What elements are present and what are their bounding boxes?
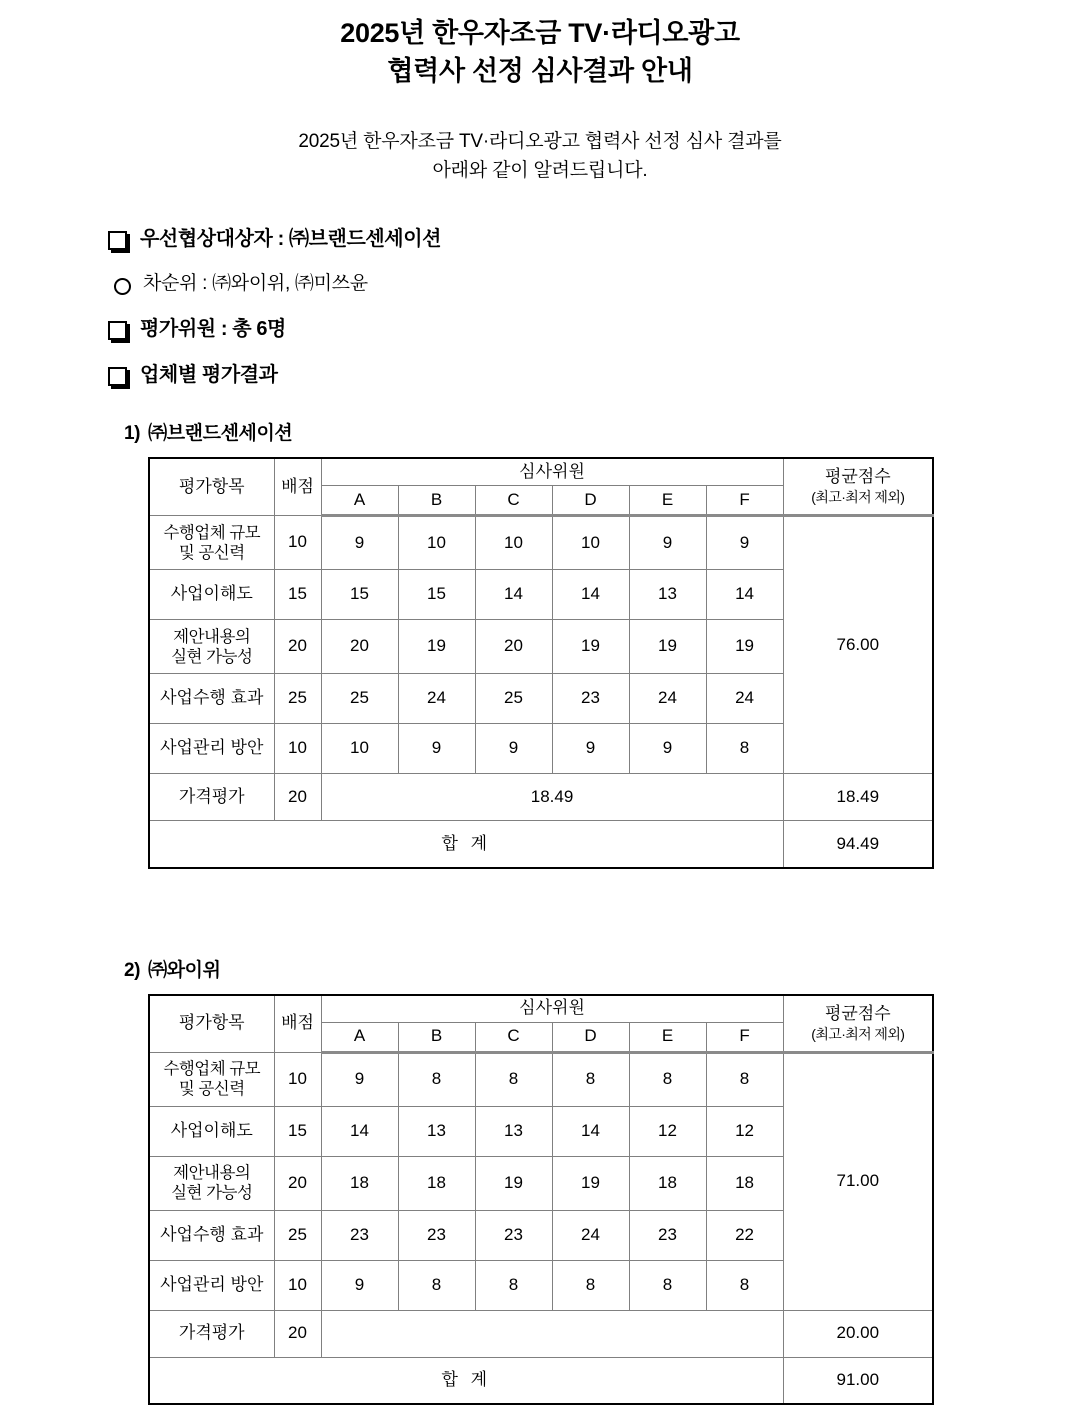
score-cell: 9 — [552, 724, 629, 774]
table-row-total — [149, 821, 933, 868]
score-cell: 13 — [475, 1106, 552, 1156]
criterion-name-2-line1: 제안내용의 — [173, 627, 251, 646]
score-cell: 12 — [706, 1106, 783, 1156]
company-heading-2 — [0, 955, 1080, 982]
price-average: 18.49 — [783, 774, 933, 821]
score-cell: 10 — [552, 516, 629, 570]
score-cell: 24 — [706, 674, 783, 724]
score-cell: 23 — [398, 1210, 475, 1260]
header-judge-d: D — [552, 486, 629, 516]
price-label: 가격평가 — [149, 774, 274, 821]
lead-paragraph — [0, 127, 1080, 186]
score-cell: 19 — [475, 1156, 552, 1210]
score-table-1-head — [149, 458, 933, 516]
criterion-name-2 — [149, 1156, 274, 1210]
criterion-points-1: 15 — [274, 1106, 321, 1156]
score-cell: 18 — [321, 1156, 398, 1210]
section-item-priority-negotiator — [108, 226, 1080, 252]
company-heading-1 — [0, 418, 1080, 445]
total-score-1: 94.49 — [783, 821, 933, 868]
criterion-points-4: 10 — [274, 724, 321, 774]
criterion-name-1: 사업이해도 — [149, 570, 274, 620]
table-row-price — [149, 774, 933, 821]
header-judge-a: A — [321, 1022, 398, 1052]
score-cell: 8 — [706, 724, 783, 774]
criterion-name-0-line2: 및 공신력 — [178, 1080, 245, 1099]
score-cell: 14 — [706, 570, 783, 620]
score-cell: 8 — [629, 1052, 706, 1106]
header-points: 배점 — [274, 458, 321, 516]
criterion-name-0-line2: 및 공신력 — [178, 543, 245, 562]
score-cell: 25 — [321, 674, 398, 724]
table-row-total — [149, 1357, 933, 1404]
criterion-points-2: 20 — [274, 620, 321, 674]
score-cell: 19 — [552, 1156, 629, 1210]
score-cell: 18 — [629, 1156, 706, 1210]
section-label-runner-up: 차순위 : ㈜와이위, ㈜미쓰윤 — [143, 272, 368, 294]
score-cell: 23 — [552, 674, 629, 724]
score-cell: 23 — [321, 1210, 398, 1260]
score-cell: 10 — [321, 724, 398, 774]
table-header-row-top — [149, 995, 933, 1023]
company-number-1: 1) — [124, 423, 141, 445]
section-item-runner-up — [108, 272, 1080, 297]
header-item: 평가항목 — [149, 995, 274, 1053]
price-label: 가격평가 — [149, 1310, 274, 1357]
header-average-sub: (최고·최저 제외) — [811, 1025, 905, 1042]
score-cell: 8 — [629, 1260, 706, 1310]
criterion-points-0: 10 — [274, 1052, 321, 1106]
criterion-name-2 — [149, 620, 274, 674]
score-cell: 9 — [321, 516, 398, 570]
total-label: 합 계 — [149, 1357, 783, 1404]
table-header-row-top — [149, 458, 933, 486]
header-points: 배점 — [274, 995, 321, 1053]
score-cell: 10 — [475, 516, 552, 570]
header-judge-c: C — [475, 1022, 552, 1052]
header-judge-b: B — [398, 486, 475, 516]
section-list — [0, 226, 1080, 389]
score-cell: 8 — [398, 1052, 475, 1106]
score-cell: 9 — [629, 516, 706, 570]
score-cell: 14 — [552, 1106, 629, 1156]
header-judge-f: F — [706, 1022, 783, 1052]
score-cell: 9 — [629, 724, 706, 774]
score-cell: 23 — [475, 1210, 552, 1260]
price-average: 20.00 — [783, 1310, 933, 1357]
criterion-name-3: 사업수행 효과 — [149, 674, 274, 724]
score-cell: 19 — [706, 620, 783, 674]
header-judge-a: A — [321, 486, 398, 516]
score-table-2 — [148, 994, 934, 1405]
score-cell: 24 — [398, 674, 475, 724]
score-cell: 24 — [629, 674, 706, 724]
score-cell: 15 — [398, 570, 475, 620]
table-row — [149, 516, 933, 570]
criterion-name-4: 사업관리 방안 — [149, 1260, 274, 1310]
total-score-2: 91.00 — [783, 1357, 933, 1404]
score-cell: 10 — [398, 516, 475, 570]
criterion-name-3: 사업수행 효과 — [149, 1210, 274, 1260]
criterion-name-0-line1: 수행업체 규모 — [163, 1060, 261, 1079]
score-cell: 14 — [475, 570, 552, 620]
score-cell: 9 — [398, 724, 475, 774]
score-cell: 19 — [629, 620, 706, 674]
table-row — [149, 1052, 933, 1106]
score-cell: 8 — [706, 1260, 783, 1310]
score-cell: 25 — [475, 674, 552, 724]
square-bullet-icon — [108, 321, 127, 340]
section-label-results-by-company: 업체별 평가결과 — [140, 364, 278, 387]
lead-line-1: 2025년 한우자조금 TV·라디오광고 협력사 선정 심사 결과를 — [298, 130, 782, 152]
header-judge-e: E — [629, 1022, 706, 1052]
score-cell: 20 — [475, 620, 552, 674]
criterion-name-2-line2: 실현 가능성 — [171, 1184, 253, 1203]
average-score-1: 76.00 — [783, 516, 933, 774]
score-cell: 9 — [706, 516, 783, 570]
header-average-main: 평균점수 — [824, 467, 891, 487]
criterion-name-0 — [149, 516, 274, 570]
score-cell: 8 — [552, 1260, 629, 1310]
section-label-priority-negotiator: 우선협상대상자 : ㈜브랜드센세이션 — [140, 227, 442, 250]
criterion-points-2: 20 — [274, 1156, 321, 1210]
score-cell: 9 — [321, 1052, 398, 1106]
square-bullet-icon — [108, 231, 127, 250]
header-item: 평가항목 — [149, 458, 274, 516]
score-cell: 13 — [398, 1106, 475, 1156]
price-merged-value — [321, 1310, 783, 1357]
header-judge-b: B — [398, 1022, 475, 1052]
section-item-results-by-company — [108, 362, 1080, 388]
score-cell: 8 — [398, 1260, 475, 1310]
criterion-name-4: 사업관리 방안 — [149, 724, 274, 774]
criterion-name-0-line1: 수행업체 규모 — [163, 523, 261, 542]
score-cell: 8 — [706, 1052, 783, 1106]
criterion-name-1: 사업이해도 — [149, 1106, 274, 1156]
score-cell: 22 — [706, 1210, 783, 1260]
score-cell: 14 — [321, 1106, 398, 1156]
table-spacer — [0, 869, 1080, 925]
score-cell: 19 — [552, 620, 629, 674]
header-judge-e: E — [629, 486, 706, 516]
header-judges-group: 심사위원 — [321, 995, 783, 1023]
score-cell: 9 — [321, 1260, 398, 1310]
price-points: 20 — [274, 1310, 321, 1357]
square-bullet-icon — [108, 367, 127, 386]
page-title-line-1: 2025년 한우자조금 TV·라디오광고 — [340, 18, 740, 48]
header-average — [783, 995, 933, 1053]
criterion-points-0: 10 — [274, 516, 321, 570]
score-table-1-body — [149, 516, 933, 868]
table-row-price — [149, 1310, 933, 1357]
score-cell: 13 — [629, 570, 706, 620]
score-cell: 19 — [398, 620, 475, 674]
criterion-points-3: 25 — [274, 1210, 321, 1260]
company-name-1: ㈜브랜드센세이션 — [148, 423, 293, 445]
score-cell: 18 — [706, 1156, 783, 1210]
header-average — [783, 458, 933, 516]
score-cell: 8 — [552, 1052, 629, 1106]
score-cell: 20 — [321, 620, 398, 674]
header-judges-group: 심사위원 — [321, 458, 783, 486]
page-title — [0, 0, 1080, 91]
score-table-2-head — [149, 995, 933, 1053]
criterion-name-2-line1: 제안내용의 — [173, 1164, 251, 1183]
total-label: 합 계 — [149, 821, 783, 868]
score-cell: 9 — [475, 724, 552, 774]
company-number-2: 2) — [124, 959, 141, 981]
lead-line-2: 아래와 같이 알려드립니다. — [432, 160, 648, 182]
price-points: 20 — [274, 774, 321, 821]
average-score-2: 71.00 — [783, 1052, 933, 1310]
score-table-wrapper-2 — [0, 994, 1080, 1405]
page-title-line-2: 협력사 선정 심사결과 안내 — [387, 56, 693, 87]
section-item-evaluators — [108, 316, 1080, 342]
score-cell: 18 — [398, 1156, 475, 1210]
score-cell: 8 — [475, 1052, 552, 1106]
header-average-sub: (최고·최저 제외) — [811, 489, 905, 506]
score-cell: 8 — [475, 1260, 552, 1310]
company-name-2: ㈜와이위 — [148, 959, 221, 981]
criterion-name-0 — [149, 1052, 274, 1106]
price-merged-value: 18.49 — [321, 774, 783, 821]
circle-bullet-icon — [114, 278, 131, 295]
header-judge-f: F — [706, 486, 783, 516]
score-cell: 24 — [552, 1210, 629, 1260]
score-table-wrapper-1 — [0, 457, 1080, 869]
criterion-name-2-line2: 실현 가능성 — [171, 647, 253, 666]
score-cell: 12 — [629, 1106, 706, 1156]
score-table-2-body — [149, 1052, 933, 1404]
score-cell: 14 — [552, 570, 629, 620]
header-judge-c: C — [475, 486, 552, 516]
criterion-points-4: 10 — [274, 1260, 321, 1310]
score-cell: 15 — [321, 570, 398, 620]
score-cell: 23 — [629, 1210, 706, 1260]
header-judge-d: D — [552, 1022, 629, 1052]
section-label-evaluators: 평가위원 : 총 6명 — [140, 318, 286, 341]
criterion-points-1: 15 — [274, 570, 321, 620]
header-average-main: 평균점수 — [824, 1003, 891, 1023]
criterion-points-3: 25 — [274, 674, 321, 724]
score-table-1 — [148, 457, 934, 869]
